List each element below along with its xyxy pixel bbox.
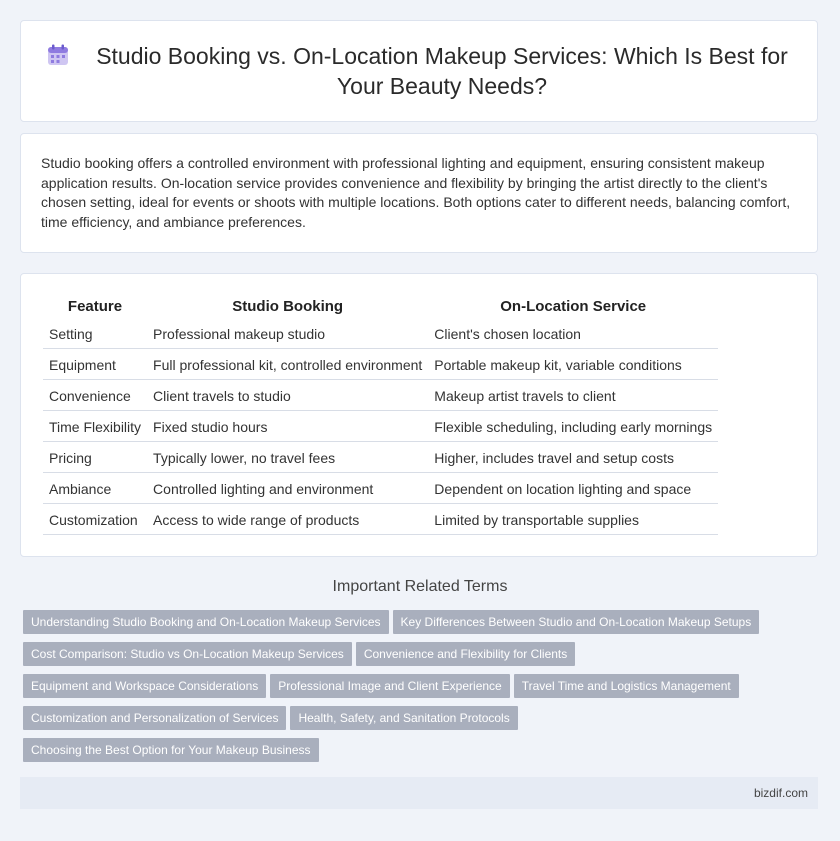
table-cell: Portable makeup kit, variable conditions (428, 349, 718, 380)
table-row (43, 442, 718, 473)
footer-site[interactable]: bizdif.com (753, 786, 808, 800)
column-header: On-Location Service (500, 298, 647, 315)
table-cell: Controlled lighting and environment (147, 473, 428, 504)
table-cell: Limited by transportable supplies (428, 504, 718, 535)
related-term-tag[interactable]: Convenience and Flexibility for Clients (356, 642, 575, 666)
table-row (43, 380, 718, 411)
intro-text: Studio booking offers a controlled environment with professional lighting and equipment, ensuring consistent makeup application results. On-location service provides convenience and flexibility by bringing the artist directly to the client's chosen setting, ideal for events or shoots with multiple locations. Both options cater to different needs, balancing comfort, time efficiency, and ambiance preferences. (41, 155, 791, 230)
comparison-card (20, 273, 818, 557)
related-terms-title: Important Related Terms (332, 578, 508, 595)
table-cell: Professional makeup studio (147, 318, 428, 349)
footer (20, 777, 818, 809)
related-terms-list (23, 610, 803, 770)
related-term-tag[interactable]: Travel Time and Logistics Management (514, 674, 739, 698)
table-cell: Typically lower, no travel fees (147, 442, 428, 473)
related-term-tag[interactable]: Customization and Personalization of Services (23, 706, 286, 730)
column-header: Studio Booking (232, 298, 344, 315)
table-cell: Access to wide range of products (147, 504, 428, 535)
table-cell: Pricing (43, 442, 147, 473)
table-cell: Higher, includes travel and setup costs (428, 442, 718, 473)
related-term-tag[interactable]: Choosing the Best Option for Your Makeup Business (23, 738, 319, 762)
table-row (43, 504, 718, 535)
table-row (43, 473, 718, 504)
table-row (43, 318, 718, 349)
related-term-tag[interactable]: Understanding Studio Booking and On-Location Makeup Services (23, 610, 389, 634)
related-term-tag[interactable]: Equipment and Workspace Considerations (23, 674, 266, 698)
table-cell: Dependent on location lighting and space (428, 473, 718, 504)
calendar-icon (46, 43, 70, 67)
table-cell: Full professional kit, controlled environment (147, 349, 428, 380)
table-row (43, 349, 718, 380)
related-term-tag[interactable]: Health, Safety, and Sanitation Protocols (290, 706, 517, 730)
related-term-tag[interactable]: Cost Comparison: Studio vs On-Location Makeup Services (23, 642, 352, 666)
table-cell: Convenience (43, 380, 147, 411)
table-cell: Client's chosen location (428, 318, 718, 349)
table-cell: Customization (43, 504, 147, 535)
related-term-tag[interactable]: Key Differences Between Studio and On-Location Makeup Setups (393, 610, 760, 634)
table-cell: Ambiance (43, 473, 147, 504)
page-title: Studio Booking vs. On-Location Makeup Services: Which Is Best for Your Beauty Needs? (96, 43, 788, 99)
table-cell: Client travels to studio (147, 380, 428, 411)
comparison-table (43, 294, 718, 535)
table-cell: Equipment (43, 349, 147, 380)
column-header: Feature (67, 298, 123, 315)
table-cell: Fixed studio hours (147, 411, 428, 442)
table-cell: Time Flexibility (43, 411, 147, 442)
table-row (43, 411, 718, 442)
table-header-row (43, 294, 718, 318)
title-card (20, 20, 818, 122)
table-cell: Makeup artist travels to client (428, 380, 718, 411)
table-cell: Flexible scheduling, including early mornings (428, 411, 718, 442)
intro-card (20, 133, 818, 253)
table-cell: Setting (43, 318, 147, 349)
related-term-tag[interactable]: Professional Image and Client Experience (270, 674, 509, 698)
